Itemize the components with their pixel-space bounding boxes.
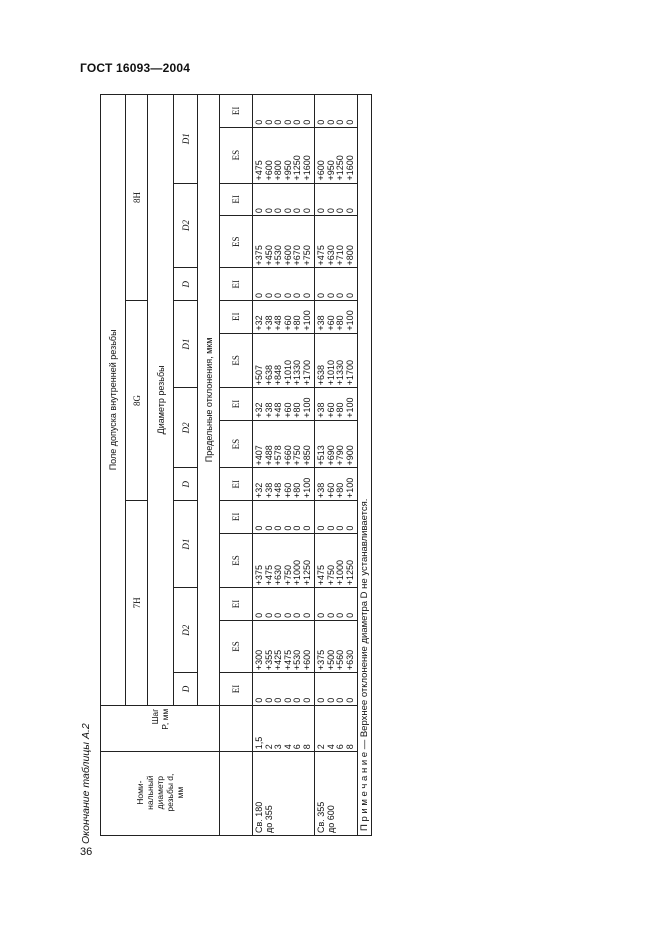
deviation-values: +32 +38 +48 +60 +80 +100 [254, 397, 312, 418]
deviation-cell [253, 388, 315, 421]
deviation-cell [253, 333, 315, 388]
deviation-values: +375 +475 +630 +750 +1000 +1250 [254, 559, 312, 586]
diam-symbol: D1 [180, 538, 191, 550]
deviation-values: 0 0 0 0 0 0 [254, 697, 312, 703]
diam-7H-D [174, 673, 198, 706]
pitch-values: 1,5 2 3 4 6 8 [254, 736, 312, 750]
header-es: ES [220, 216, 253, 268]
deviation-cell [315, 268, 358, 301]
header-limit-deviations: Предельные отклонения, мкм [198, 95, 220, 706]
header-thread-diameter: Диаметр резьбы [148, 95, 174, 706]
deviation-values: +375 +500 +560 +630 [316, 649, 355, 671]
deviation-cell [253, 620, 315, 672]
diam-symbol: D1 [180, 338, 191, 350]
header-es: ES [220, 127, 253, 183]
field-name-8G: 8G [126, 301, 148, 501]
deviation-values: +507 +638 +848 +1010 +1330 +1700 [254, 359, 312, 386]
nominal-diameter-cell [315, 752, 358, 836]
deviation-values: 0 0 0 0 [316, 293, 355, 299]
deviation-cell [253, 127, 315, 183]
header-ei: EI [220, 183, 253, 216]
diam-8H-D [174, 268, 198, 301]
field-name-8H: 8H [126, 95, 148, 301]
deviation-cell [253, 183, 315, 216]
table-row [315, 95, 358, 836]
deviation-values: 0 0 0 0 [316, 119, 355, 125]
deviation-cell [253, 268, 315, 301]
deviation-values: +638 +1010 +1330 +1700 [316, 359, 355, 386]
pitch-values: 2 4 6 8 [316, 744, 355, 750]
deviation-cell [315, 301, 358, 334]
deviation-cell [315, 501, 358, 534]
deviation-cell [315, 588, 358, 621]
deviation-values: +475 +750 +1000 +1250 [316, 559, 355, 586]
header-es: ES [220, 333, 253, 388]
header-ei: EI [220, 388, 253, 421]
diam-8G-D1 [174, 301, 198, 388]
note-label: П р и м е ч а н и е [359, 751, 370, 831]
header-ei: EI [220, 468, 253, 501]
deviation-cell [315, 95, 358, 128]
deviation-values: 0 0 0 0 [316, 612, 355, 618]
deviation-cell [253, 533, 315, 588]
deviation-values: 0 0 0 0 0 0 [254, 119, 312, 125]
deviation-cell [253, 588, 315, 621]
deviation-values: +38 +60 +80 +100 [316, 310, 355, 331]
header-es: ES [220, 620, 253, 672]
deviation-cell [253, 216, 315, 268]
deviation-values: +475 +600 +800 +950 +1250 +1600 [254, 155, 312, 181]
header-ei: EI [220, 501, 253, 534]
diam-symbol: D2 [180, 220, 191, 231]
diam-8G-D [174, 468, 198, 501]
diam-7H-D2 [174, 588, 198, 673]
deviation-cell [253, 95, 315, 128]
deviation-values: 0 0 0 0 0 0 [254, 293, 312, 299]
rotated-table-container [100, 94, 396, 836]
pitch-cell [315, 705, 358, 752]
deviation-values: +38 +60 +80 +100 [316, 397, 355, 418]
deviation-cell [315, 388, 358, 421]
pitch-cell [253, 705, 315, 752]
header-tolerance-field: Поле допуска внутренней резьбы [101, 95, 126, 706]
diam-8H-D2 [174, 183, 198, 268]
table-caption: Окончание таблицы А.2 [80, 723, 92, 844]
header-ei: EI [220, 588, 253, 621]
document-title: ГОСТ 16093—2004 [80, 61, 191, 75]
diam-8H-D1 [174, 95, 198, 184]
deviation-values: +513 +690 +790 +900 [316, 445, 355, 466]
deviation-values: +475 +630 +710 +800 [316, 245, 355, 266]
deviation-values: 0 0 0 0 0 0 [254, 208, 312, 214]
nominal-diameter: Св. 180 до 355 [254, 801, 274, 833]
header-ei: EI [220, 268, 253, 301]
diam-symbol: D1 [180, 133, 191, 145]
note-text: — Верхнее отклонение диаметра D не устанавливается. [359, 498, 370, 752]
deviation-cell [315, 420, 358, 468]
diam-symbol: D [180, 685, 191, 693]
diam-symbol: D [180, 280, 191, 288]
deviation-values: +600 +950 +1250 +1600 [316, 155, 355, 181]
blank-cell [220, 752, 253, 836]
deviation-values: +32 +38 +48 +60 +80 +100 [254, 477, 312, 499]
field-name-7H: 7H [126, 501, 148, 706]
deviation-values: +300 +355 +425 +475 +530 +600 [254, 649, 312, 671]
deviation-values: +375 +450 +530 +600 +670 +750 [254, 245, 312, 266]
deviation-cell [253, 301, 315, 334]
header-nominal-diameter: Номи- нальный диаметр резьбы d, мм [101, 752, 220, 836]
deviation-values: +32 +38 +48 +60 +80 +100 [254, 310, 312, 331]
table-row [253, 95, 315, 836]
header-es: ES [220, 420, 253, 468]
header-ei: EI [220, 673, 253, 706]
deviation-cell [253, 420, 315, 468]
header-pitch: Шаг P, мм [101, 705, 220, 752]
deviation-cell [315, 533, 358, 588]
deviation-values: 0 0 0 0 0 0 [254, 525, 312, 531]
diam-7H-D1 [174, 501, 198, 588]
page-number: 36 [80, 846, 93, 858]
blank-cell [220, 705, 253, 752]
tolerance-table [100, 94, 372, 836]
deviation-cell [315, 468, 358, 501]
diam-8G-D2 [174, 388, 198, 468]
deviation-values: +407 +488 +578 +660 +750 +850 [254, 445, 312, 466]
nominal-diameter: Св. 355 до 600 [316, 801, 336, 833]
deviation-values: 0 0 0 0 [316, 697, 355, 703]
deviation-cell [315, 673, 358, 706]
nominal-diameter-cell [253, 752, 315, 836]
deviation-values: 0 0 0 0 [316, 525, 355, 531]
deviation-cell [253, 468, 315, 501]
deviation-values: 0 0 0 0 [316, 208, 355, 214]
deviation-cell [315, 620, 358, 672]
deviation-cell [315, 127, 358, 183]
deviation-cell [315, 216, 358, 268]
deviation-values: +38 +60 +80 +100 [316, 477, 355, 499]
deviation-cell [315, 333, 358, 388]
table-note [358, 95, 372, 836]
diam-symbol: D2 [180, 624, 191, 636]
header-ei: EI [220, 301, 253, 334]
header-es: ES [220, 533, 253, 588]
diam-symbol: D2 [180, 422, 191, 434]
deviation-cell [253, 673, 315, 706]
diam-symbol: D [180, 481, 191, 488]
header-ei: EI [220, 95, 253, 128]
deviation-values: 0 0 0 0 0 0 [254, 612, 312, 618]
deviation-cell [315, 183, 358, 216]
deviation-cell [253, 501, 315, 534]
